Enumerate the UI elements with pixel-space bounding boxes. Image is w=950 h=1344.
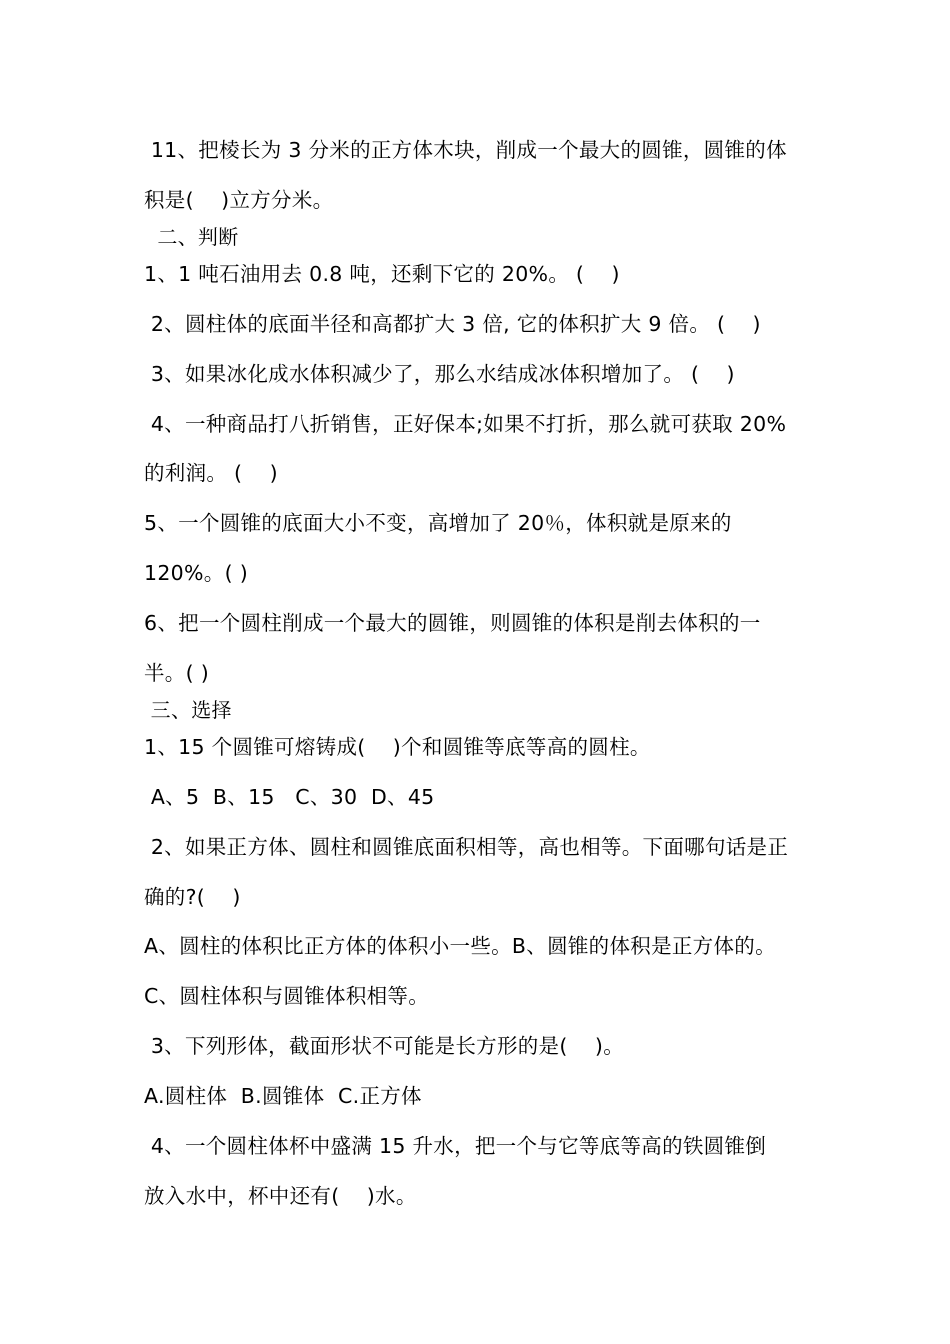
judgement-6-line-2: 半。( ) bbox=[144, 661, 210, 685]
choice-2-option-c: C、圆柱体积与圆锥体积相等。 bbox=[144, 984, 430, 1008]
choice-2-line-1: 2、如果正方体、圆柱和圆锥底面积相等，高也相等。下面哪句话是正 bbox=[144, 835, 789, 859]
question-11-line-1: 11、把棱长为 3 分米的正方体木块，削成一个最大的圆锥，圆锥的体 bbox=[144, 138, 787, 162]
judgement-2: 2、圆柱体的底面半径和高都扩大 3 倍, 它的体积扩大 9 倍。 ( ) bbox=[144, 312, 761, 336]
choice-2-line-2: 确的?( ) bbox=[144, 885, 241, 909]
section-heading-choice: 三、选择 bbox=[144, 698, 232, 722]
judgement-6-line-1: 6、把一个圆柱削成一个最大的圆锥，则圆锥的体积是削去体积的一 bbox=[144, 611, 761, 635]
choice-4-line-2: 放入水中，杯中还有( )水。 bbox=[144, 1184, 417, 1208]
judgement-4-line-2: 的利润。 ( ) bbox=[144, 461, 278, 485]
choice-3-options: A.圆柱体 B.圆锥体 C.正方体 bbox=[144, 1084, 422, 1108]
choice-1-options: A、5 B、15 C、30 D、45 bbox=[144, 785, 435, 809]
choice-1: 1、15 个圆锥可熔铸成( )个和圆锥等底等高的圆柱。 bbox=[144, 735, 651, 759]
judgement-3: 3、如果冰化成水体积减少了，那么水结成冰体积增加了。 ( ) bbox=[144, 362, 735, 386]
choice-4-line-1: 4、一个圆柱体杯中盛满 15 升水，把一个与它等底等高的铁圆锥倒 bbox=[144, 1134, 767, 1158]
question-11-line-2: 积是( )立方分米。 bbox=[144, 188, 334, 212]
choice-3: 3、下列形体，截面形状不可能是长方形的是( )。 bbox=[144, 1034, 625, 1058]
judgement-4-line-1: 4、一种商品打八折销售，正好保本;如果不打折，那么就可获取 20% bbox=[144, 412, 787, 436]
section-heading-judgement: 二、判断 bbox=[144, 225, 239, 249]
judgement-5-line-2: 120%。( ) bbox=[144, 561, 249, 585]
choice-2-options-a-b: A、圆柱的体积比正方体的体积小一些。B、圆锥的体积是正方体的。 bbox=[144, 934, 776, 958]
judgement-5-line-1: 5、一个圆锥的底面大小不变，高增加了 20％，体积就是原来的 bbox=[144, 511, 732, 535]
judgement-1: 1、1 吨石油用去 0.8 吨，还剩下它的 20%。 ( ) bbox=[144, 262, 620, 286]
